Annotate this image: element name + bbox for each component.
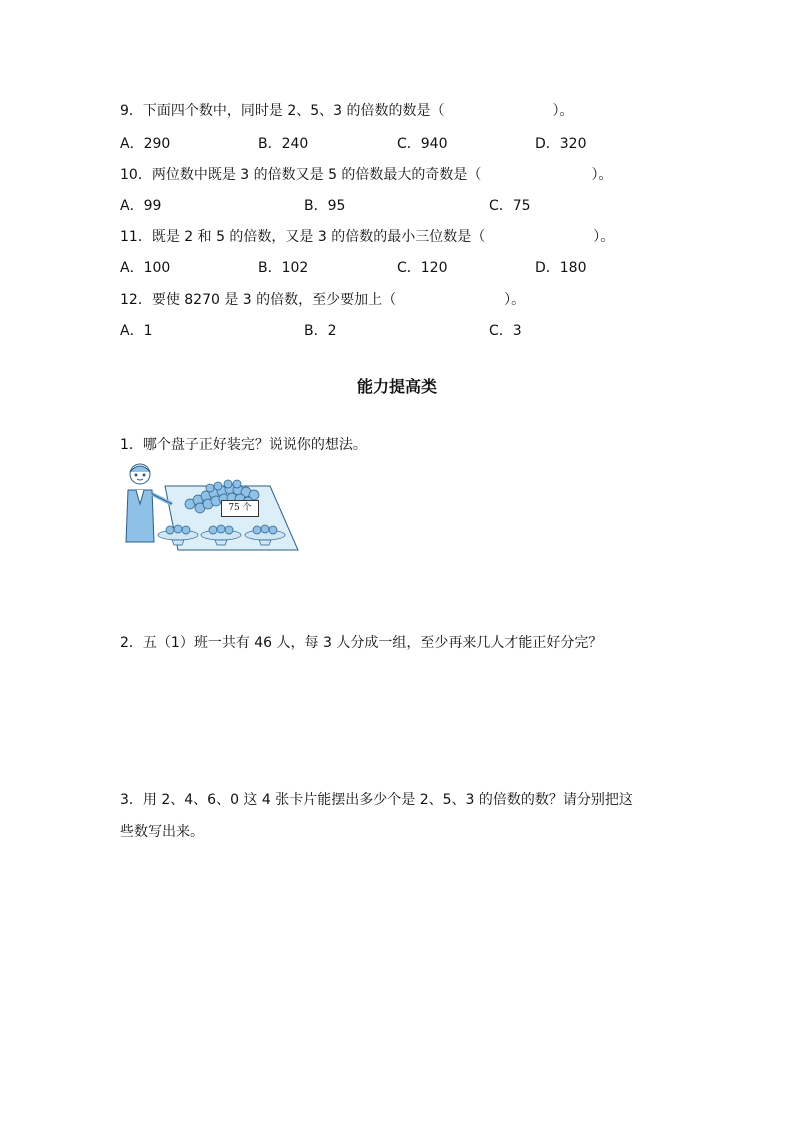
- question-11-stem-text: 11．既是 2 和 5 的倍数，又是 3 的倍数的最小三位数是（: [120, 229, 486, 245]
- problem-1: 1．哪个盘子正好装完？说说你的想法。: [120, 437, 367, 453]
- question-9-options: [120, 134, 680, 154]
- question-12-options: [120, 321, 680, 341]
- boy-apples-illustration: [120, 460, 302, 556]
- question-12-stem-end: ）。: [504, 292, 526, 308]
- option-c[interactable]: C．75: [489, 198, 531, 214]
- option-b[interactable]: B．240: [258, 136, 309, 152]
- option-a[interactable]: A．100: [120, 260, 171, 276]
- question-9-stem-text: 9．下面四个数中，同时是 2、5、3 的倍数的数是（: [120, 103, 445, 119]
- problem-3-line-2: 些数写出来。: [120, 824, 204, 840]
- option-b[interactable]: B．102: [258, 260, 309, 276]
- question-10-options: [120, 196, 680, 216]
- option-a[interactable]: A．290: [120, 136, 171, 152]
- apple-count-tag: 75 个: [221, 500, 259, 517]
- option-b[interactable]: B．95: [304, 198, 346, 214]
- question-12-stem: [120, 290, 525, 310]
- section-title: 能力提高类: [356, 377, 437, 396]
- question-10-stem-end: ）。: [591, 167, 613, 183]
- question-12-stem-text: 12．要使 8270 是 3 的倍数，至少要加上（: [120, 292, 397, 308]
- question-11-options: [120, 258, 680, 278]
- option-b[interactable]: B．2: [304, 323, 337, 339]
- option-a[interactable]: A．1: [120, 323, 153, 339]
- problem-3-line-1: 3．用 2、4、6、0 这 4 张卡片能摆出多少个是 2、5、3 的倍数的数？请分别把这: [120, 792, 633, 808]
- question-10-stem: [120, 165, 612, 185]
- option-d[interactable]: D．180: [535, 260, 587, 276]
- question-11-stem-end: ）。: [593, 229, 615, 245]
- option-d[interactable]: D．320: [535, 136, 587, 152]
- problem-2: 2．五（1）班一共有 46 人，每 3 人分成一组，至少再来几人才能正好分完？: [120, 635, 603, 651]
- option-c[interactable]: C．3: [489, 323, 522, 339]
- question-9-stem-end: ）。: [552, 103, 574, 119]
- question-9-stem: [120, 101, 574, 121]
- question-10-stem-text: 10．两位数中既是 3 的倍数又是 5 的倍数最大的奇数是（: [120, 167, 482, 183]
- option-c[interactable]: C．940: [397, 136, 448, 152]
- question-11-stem: [120, 227, 614, 247]
- option-c[interactable]: C．120: [397, 260, 448, 276]
- option-a[interactable]: A．99: [120, 198, 162, 214]
